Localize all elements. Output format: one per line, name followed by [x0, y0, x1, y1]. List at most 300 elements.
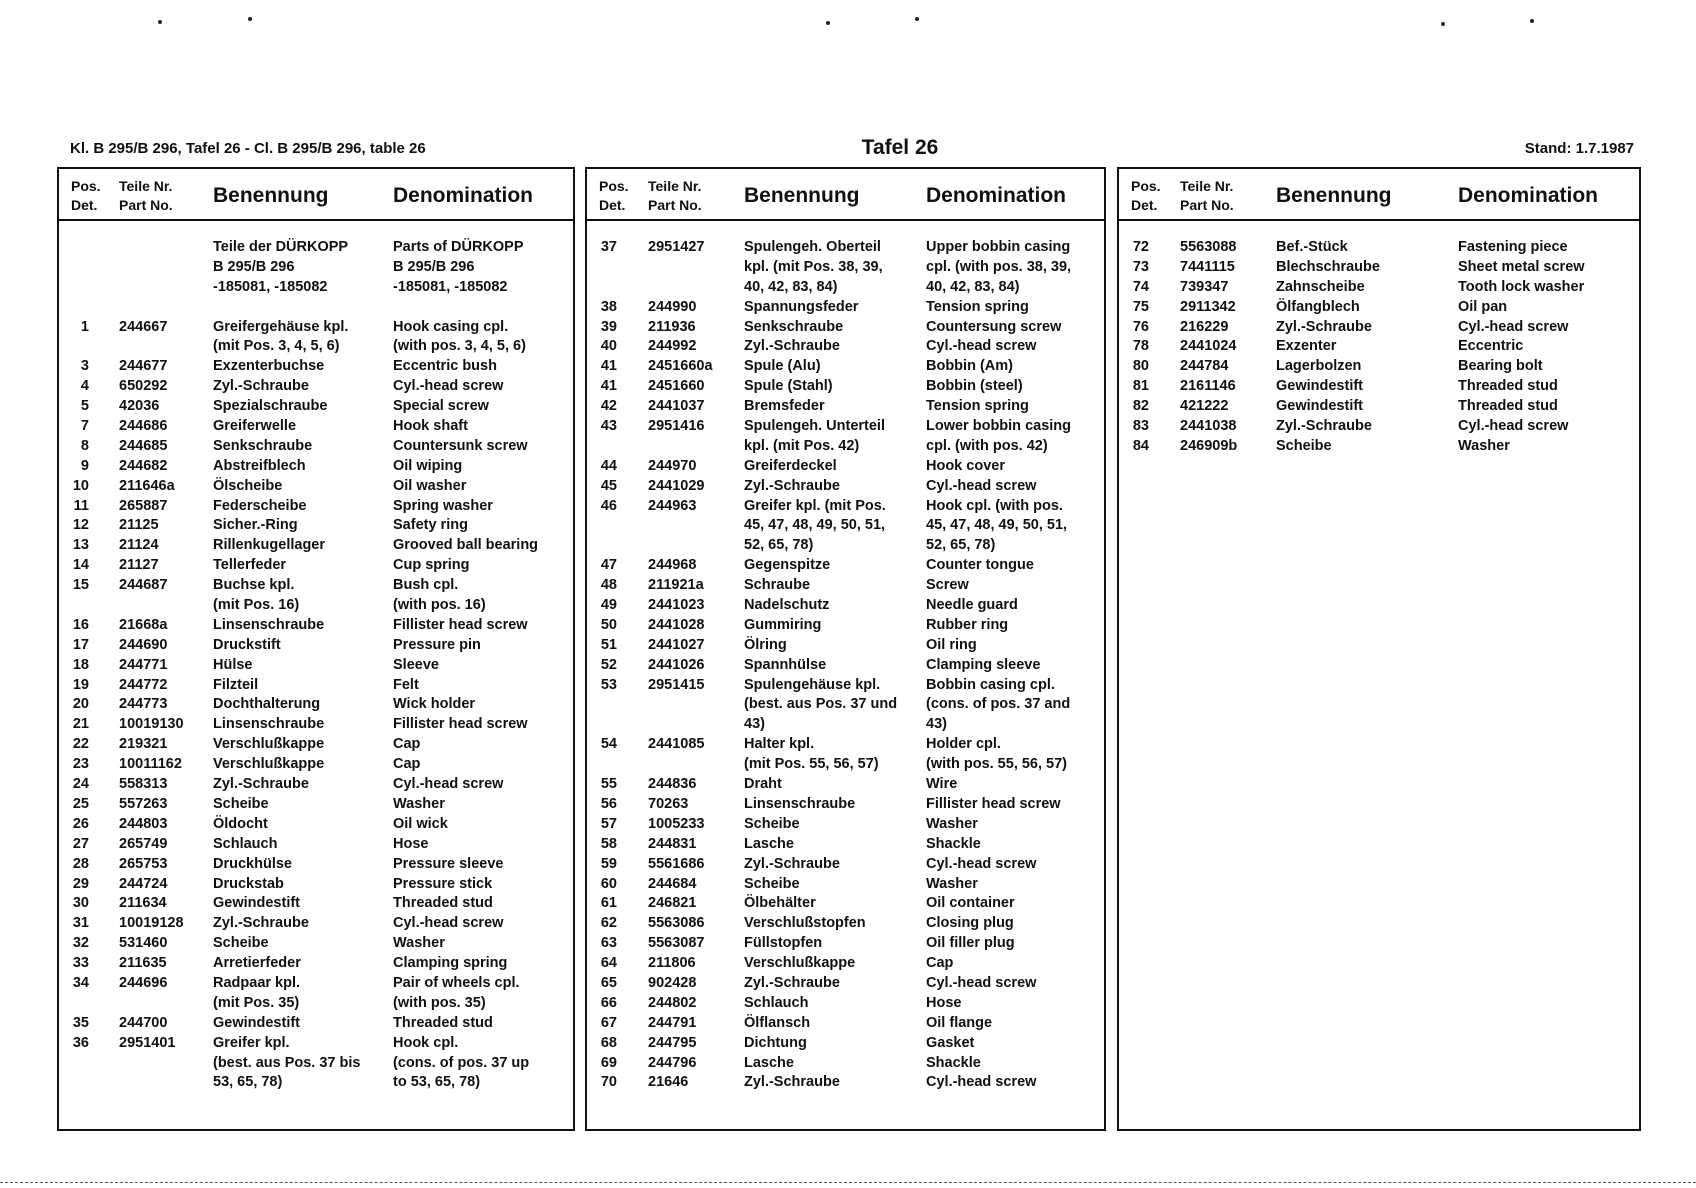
row-part-no: 244667 — [119, 318, 168, 335]
row-pos: 41 — [600, 378, 617, 395]
row-part-no: 21125 — [119, 517, 159, 534]
row-pos: 44 — [600, 457, 617, 474]
row-benennung: Füllstopfen — [744, 935, 823, 952]
row-part-no: 2951415 — [648, 676, 705, 693]
row-benennung: Zyl.-Schraube — [744, 974, 840, 991]
row-denomination: Cyl.-head screw — [926, 855, 1037, 872]
row-benennung: Zahnscheibe — [1276, 278, 1365, 295]
table-row — [587, 856, 1104, 876]
row-pos: 31 — [72, 915, 89, 932]
row-benennung: Lasche — [744, 835, 794, 852]
table-row — [587, 776, 1104, 796]
row-denomination: Pair of wheels cpl. — [393, 974, 520, 991]
row-benennung: Federscheibe — [213, 497, 307, 514]
row-part-no: 70263 — [648, 795, 689, 812]
row-part-no: 244968 — [648, 557, 697, 574]
header-denomination: Denomination — [393, 184, 533, 207]
row-benennung: Spule (Alu) — [744, 358, 821, 375]
row-part-no: 211634 — [119, 895, 167, 912]
row-denomination: Oil flange — [926, 1014, 993, 1031]
row-denomination: to 53, 65, 78) — [393, 1074, 481, 1091]
row-part-no: 2441038 — [1180, 418, 1237, 435]
table-row — [587, 319, 1104, 339]
row-part-no: 211635 — [119, 955, 167, 972]
table-row — [587, 657, 1104, 677]
row-denomination: Tooth lock washer — [1458, 278, 1585, 295]
table-row — [587, 836, 1104, 856]
row-benennung: Zyl.-Schraube — [1276, 418, 1372, 435]
table-row — [587, 1035, 1104, 1055]
row-pos: 10 — [72, 477, 89, 494]
document-subtitle: Kl. B 295/B 296, Tafel 26 - Cl. B 295/B 296, table 26 — [70, 140, 426, 157]
row-pos: 68 — [600, 1034, 617, 1051]
table-row — [587, 517, 1104, 537]
row-pos: 45 — [600, 477, 617, 494]
row-denomination: Oil washer — [393, 477, 467, 494]
row-pos: 11 — [73, 497, 89, 514]
table-row — [59, 696, 573, 716]
row-pos: 25 — [72, 795, 89, 812]
row-denomination: Pressure stick — [393, 875, 493, 892]
row-part-no: 5561686 — [648, 855, 705, 872]
row-part-no: 244784 — [1180, 358, 1229, 375]
scan-dot — [1441, 22, 1445, 26]
row-denomination: Bobbin (Am) — [926, 358, 1013, 375]
row-denomination: 40, 42, 83, 84) — [926, 278, 1020, 295]
row-benennung: -185081, -185082 — [213, 278, 328, 295]
table-row — [59, 816, 573, 836]
row-benennung: Hülse — [213, 656, 253, 673]
row-part-no: 2951401 — [119, 1034, 176, 1051]
row-benennung: Buchse kpl. — [213, 577, 295, 594]
row-denomination: Washer — [1458, 437, 1510, 454]
row-pos: 13 — [72, 537, 89, 554]
row-part-no: 5563086 — [648, 915, 705, 932]
row-part-no: 244990 — [648, 298, 697, 315]
row-pos: 5 — [80, 398, 89, 415]
row-benennung: Exzenterbuchse — [213, 358, 325, 375]
row-benennung: Draht — [744, 776, 782, 793]
table-row — [587, 577, 1104, 597]
row-pos: 14 — [72, 557, 89, 574]
row-denomination: Needle guard — [926, 597, 1018, 614]
row-denomination: Countersunk screw — [393, 437, 528, 454]
table-row — [59, 657, 573, 677]
row-denomination: Oil wick — [393, 815, 448, 832]
row-benennung: Rillenkugellager — [213, 537, 326, 554]
row-pos: 75 — [1132, 298, 1149, 315]
page-bottom-border — [0, 1182, 1696, 1183]
table-row — [1119, 239, 1639, 259]
table-row — [587, 955, 1104, 975]
row-denomination: Hook cpl. — [393, 1034, 459, 1051]
row-denomination: Oil container — [926, 895, 1015, 912]
header-pos — [71, 177, 101, 215]
row-denomination: Bobbin casing cpl. — [926, 676, 1055, 693]
header-part-line2: Part No. — [119, 197, 173, 213]
table-row — [587, 716, 1104, 736]
header-part-no — [119, 177, 173, 215]
row-benennung: Abstreifblech — [213, 457, 306, 474]
row-part-no: 211936 — [648, 318, 696, 335]
row-pos: 72 — [1132, 239, 1149, 255]
row-benennung: Scheibe — [213, 935, 269, 952]
table-row — [59, 1015, 573, 1035]
row-pos: 12 — [72, 517, 89, 534]
page-title: Tafel 26 — [861, 136, 939, 159]
row-pos: 1 — [80, 318, 89, 335]
table-row — [1119, 438, 1639, 458]
table-row — [587, 279, 1104, 299]
table-row — [59, 259, 573, 279]
column-header — [587, 169, 1104, 221]
row-denomination: Parts of DÜRKOPP — [393, 239, 524, 255]
row-part-no: 2911342 — [1180, 298, 1236, 315]
row-benennung: Linsenschraube — [213, 716, 325, 733]
row-part-no: 244682 — [119, 457, 168, 474]
table-row — [587, 259, 1104, 279]
row-benennung: (mit Pos. 16) — [213, 597, 300, 614]
row-pos: 36 — [72, 1034, 89, 1051]
row-pos: 7 — [80, 418, 89, 435]
table-row — [59, 577, 573, 597]
row-part-no: 21646 — [648, 1074, 689, 1091]
row-pos: 74 — [1132, 278, 1149, 295]
table-row — [587, 358, 1104, 378]
parts-column-3 — [1117, 167, 1641, 1131]
header-benennung: Benennung — [213, 184, 329, 207]
row-pos: 33 — [72, 955, 89, 972]
row-pos: 70 — [600, 1074, 617, 1091]
row-benennung: Bremsfeder — [744, 398, 825, 415]
row-denomination: Countersung screw — [926, 318, 1062, 335]
row-denomination: Bearing bolt — [1458, 358, 1543, 375]
row-benennung: Gummiring — [744, 616, 822, 633]
table-row — [587, 458, 1104, 478]
row-part-no: 2161146 — [1180, 378, 1236, 395]
row-denomination: Wick holder — [393, 696, 476, 713]
row-benennung: Greifer kpl. (mit Pos. — [744, 497, 886, 514]
row-pos: 28 — [72, 855, 89, 872]
row-pos: 55 — [600, 776, 617, 793]
row-pos: 46 — [600, 497, 617, 514]
row-denomination: Sleeve — [393, 656, 439, 673]
row-denomination: Grooved ball bearing — [393, 537, 539, 554]
row-part-no: 244690 — [119, 636, 168, 653]
row-part-no: 2441028 — [648, 616, 705, 633]
header-part-line1: Teile Nr. — [648, 178, 702, 194]
table-row — [59, 796, 573, 816]
scan-dot — [1530, 19, 1534, 23]
row-pos: 59 — [600, 855, 617, 872]
row-part-no: 10019130 — [119, 716, 184, 733]
table-row — [587, 796, 1104, 816]
header-part-line2: Part No. — [1180, 197, 1234, 213]
row-denomination: Fastening piece — [1458, 239, 1568, 255]
row-denomination: Washer — [393, 795, 445, 812]
row-denomination: Clamping spring — [393, 955, 508, 972]
table-row — [59, 995, 573, 1015]
row-pos: 50 — [600, 616, 617, 633]
row-pos: 21 — [72, 716, 89, 733]
row-pos: 37 — [600, 239, 617, 255]
row-denomination: (cons. of pos. 37 up — [393, 1054, 530, 1071]
row-benennung: Druckhülse — [213, 855, 292, 872]
table-row — [59, 537, 573, 557]
row-benennung: Schlauch — [213, 835, 278, 852]
row-pos: 35 — [72, 1014, 89, 1031]
row-denomination: Hose — [393, 835, 429, 852]
table-row — [587, 1015, 1104, 1035]
scan-dot — [915, 17, 919, 21]
row-benennung: (mit Pos. 55, 56, 57) — [744, 756, 879, 773]
row-pos: 58 — [600, 835, 617, 852]
row-pos: 56 — [600, 795, 617, 812]
table-row — [59, 557, 573, 577]
row-pos: 41 — [600, 358, 617, 375]
row-part-no: 219321 — [119, 736, 168, 753]
row-pos: 76 — [1132, 318, 1149, 335]
row-benennung: Scheibe — [744, 815, 800, 832]
row-benennung: Linsenschraube — [744, 795, 856, 812]
row-benennung: Scheibe — [213, 795, 269, 812]
row-pos: 53 — [600, 676, 617, 693]
row-benennung: Spezialschraube — [213, 398, 328, 415]
row-benennung: Verschlußstopfen — [744, 915, 866, 932]
header-part-no — [648, 177, 702, 215]
row-pos: 39 — [600, 318, 617, 335]
row-benennung: (mit Pos. 3, 4, 5, 6) — [213, 338, 340, 355]
row-benennung: Druckstab — [213, 875, 284, 892]
row-benennung: Ölring — [744, 636, 787, 653]
row-pos: 64 — [600, 955, 617, 972]
row-benennung: Linsenschraube — [213, 616, 325, 633]
row-part-no: 211806 — [648, 955, 696, 972]
revision-date: Stand: 1.7.1987 — [1524, 140, 1634, 157]
row-pos: 17 — [72, 636, 89, 653]
row-denomination: Threaded stud — [1458, 378, 1558, 395]
row-benennung: Zyl.-Schraube — [213, 776, 309, 793]
table-row — [587, 736, 1104, 756]
parts-column-1 — [57, 167, 575, 1131]
row-pos: 23 — [72, 756, 89, 773]
row-part-no: 244700 — [119, 1014, 168, 1031]
row-part-no: 244963 — [648, 497, 697, 514]
table-row — [1119, 338, 1639, 358]
header-part-line2: Part No. — [648, 197, 702, 213]
row-part-no: 244796 — [648, 1054, 697, 1071]
row-pos: 73 — [1132, 258, 1149, 275]
row-denomination: (with pos. 16) — [393, 597, 486, 614]
row-benennung: Greiferwelle — [213, 418, 297, 435]
row-part-no: 244687 — [119, 577, 168, 594]
table-row — [59, 637, 573, 657]
row-pos: 4 — [80, 378, 89, 395]
row-benennung: Scheibe — [1276, 437, 1332, 454]
row-denomination: Special screw — [393, 398, 489, 415]
row-pos: 54 — [600, 736, 617, 753]
column-header — [1119, 169, 1639, 221]
row-denomination: Tension spring — [926, 298, 1029, 315]
row-denomination: Tension spring — [926, 398, 1029, 415]
row-benennung: Ölbehälter — [744, 895, 816, 912]
table-row — [59, 319, 573, 339]
table-row — [59, 736, 573, 756]
parts-column-2 — [585, 167, 1106, 1131]
row-benennung: Spulengeh. Oberteil — [744, 239, 881, 255]
table-row — [587, 378, 1104, 398]
row-benennung: 53, 65, 78) — [213, 1074, 283, 1091]
row-pos: 67 — [600, 1014, 617, 1031]
row-part-no: 2441037 — [648, 398, 705, 415]
header-pos-line1: Pos. — [1131, 178, 1161, 194]
row-pos: 24 — [72, 776, 89, 793]
row-benennung: Schraube — [744, 577, 811, 594]
row-denomination: Rubber ring — [926, 616, 1009, 633]
table-row — [59, 915, 573, 935]
row-pos: 60 — [600, 875, 617, 892]
table-row — [59, 418, 573, 438]
scan-dot — [248, 17, 252, 21]
row-part-no: 21668a — [119, 616, 168, 633]
row-benennung: Zyl.-Schraube — [744, 1074, 840, 1091]
row-benennung: Senkschraube — [744, 318, 844, 335]
row-part-no: 244970 — [648, 457, 697, 474]
row-benennung: Radpaar kpl. — [213, 974, 301, 991]
table-row — [59, 279, 573, 299]
row-part-no: 244791 — [648, 1014, 697, 1031]
row-denomination: Cyl.-head screw — [926, 1074, 1037, 1091]
row-denomination: Bush cpl. — [393, 577, 459, 594]
row-pos: 61 — [600, 895, 617, 912]
table-row — [587, 398, 1104, 418]
table-row — [59, 378, 573, 398]
row-benennung: 40, 42, 83, 84) — [744, 278, 838, 295]
row-part-no: 244836 — [648, 776, 697, 793]
row-part-no: 244686 — [119, 418, 168, 435]
row-denomination: Washer — [393, 935, 445, 952]
table-row — [1119, 279, 1639, 299]
row-denomination: Felt — [393, 676, 419, 693]
row-pos: 20 — [72, 696, 89, 713]
row-part-no: 2441027 — [648, 636, 705, 653]
table-row — [1119, 418, 1639, 438]
row-benennung: Filzteil — [213, 676, 259, 693]
table-row — [59, 716, 573, 736]
table-row — [59, 299, 573, 319]
table-row — [59, 398, 573, 418]
row-benennung: Spulengehäuse kpl. — [744, 676, 881, 693]
row-part-no: 557263 — [119, 795, 168, 812]
row-part-no: 10011162 — [119, 756, 182, 773]
row-denomination: (cons. of pos. 37 and — [926, 696, 1071, 713]
row-benennung: Verschlußkappe — [213, 756, 325, 773]
row-benennung: Senkschraube — [213, 437, 313, 454]
table-row — [59, 1055, 573, 1075]
row-part-no: 21127 — [119, 557, 159, 574]
row-benennung: Scheibe — [744, 875, 800, 892]
row-denomination: Counter tongue — [926, 557, 1034, 574]
row-denomination: Eccentric — [1458, 338, 1524, 355]
row-pos: 15 — [72, 577, 89, 594]
table-row — [1119, 358, 1639, 378]
row-denomination: Cap — [393, 736, 421, 753]
row-benennung: 52, 65, 78) — [744, 537, 814, 554]
row-denomination: Fillister head screw — [393, 616, 528, 633]
header-denomination: Denomination — [1458, 184, 1598, 207]
table-row — [587, 677, 1104, 697]
row-denomination: (with pos. 35) — [393, 994, 486, 1011]
header-part-no — [1180, 177, 1234, 215]
row-benennung: Lasche — [744, 1054, 794, 1071]
header-pos — [1131, 177, 1161, 215]
row-part-no: 244684 — [648, 875, 697, 892]
row-part-no: 265749 — [119, 835, 168, 852]
table-row — [1119, 299, 1639, 319]
row-denomination: Cup spring — [393, 557, 470, 574]
row-benennung: (mit Pos. 35) — [213, 994, 300, 1011]
row-pos: 80 — [1132, 358, 1149, 375]
scan-dot — [826, 21, 830, 25]
row-benennung: Öldocht — [213, 815, 268, 832]
row-part-no: 2451660a — [648, 358, 713, 375]
row-part-no: 650292 — [119, 378, 168, 395]
row-benennung: Nadelschutz — [744, 597, 830, 614]
row-benennung: Teile der DÜRKOPP — [213, 239, 349, 255]
table-row — [1119, 319, 1639, 339]
row-denomination: Bobbin (steel) — [926, 378, 1023, 395]
row-part-no: 244992 — [648, 338, 697, 355]
row-benennung: Bef.-Stück — [1276, 239, 1348, 255]
row-part-no: 244803 — [119, 815, 168, 832]
table-row — [59, 498, 573, 518]
row-pos: 57 — [600, 815, 617, 832]
row-part-no: 5563088 — [1180, 239, 1237, 255]
row-benennung: Spulengeh. Unterteil — [744, 418, 885, 435]
row-pos: 82 — [1132, 398, 1149, 415]
table-row — [59, 1074, 573, 1094]
row-part-no: 2951416 — [648, 418, 705, 435]
row-pos: 19 — [72, 676, 89, 693]
row-denomination: Wire — [926, 776, 958, 793]
row-pos: 3 — [80, 358, 89, 375]
row-benennung: Dochthalterung — [213, 696, 321, 713]
row-benennung: Verschlußkappe — [744, 955, 856, 972]
row-part-no: 2441029 — [648, 477, 705, 494]
row-pos: 38 — [600, 298, 617, 315]
row-denomination: Cyl.-head screw — [926, 338, 1037, 355]
row-benennung: Exzenter — [1276, 338, 1337, 355]
header-pos-line2: Det. — [599, 197, 626, 213]
row-part-no: 244685 — [119, 437, 168, 454]
row-benennung: Zyl.-Schraube — [1276, 318, 1372, 335]
row-benennung: Gewindestift — [213, 1014, 301, 1031]
header-benennung: Benennung — [1276, 184, 1392, 207]
table-row — [587, 895, 1104, 915]
row-benennung: (best. aus Pos. 37 bis — [213, 1054, 361, 1071]
table-row — [587, 239, 1104, 259]
row-benennung: Gegenspitze — [744, 557, 831, 574]
table-row — [59, 876, 573, 896]
row-benennung: Zyl.-Schraube — [213, 915, 309, 932]
row-denomination: Hook cover — [926, 457, 1005, 474]
table-row — [59, 756, 573, 776]
row-part-no: 421222 — [1180, 398, 1229, 415]
parts-rows — [59, 239, 573, 1094]
table-row — [587, 637, 1104, 657]
row-denomination: Oil ring — [926, 636, 977, 653]
row-denomination: Cyl.-head screw — [926, 974, 1037, 991]
